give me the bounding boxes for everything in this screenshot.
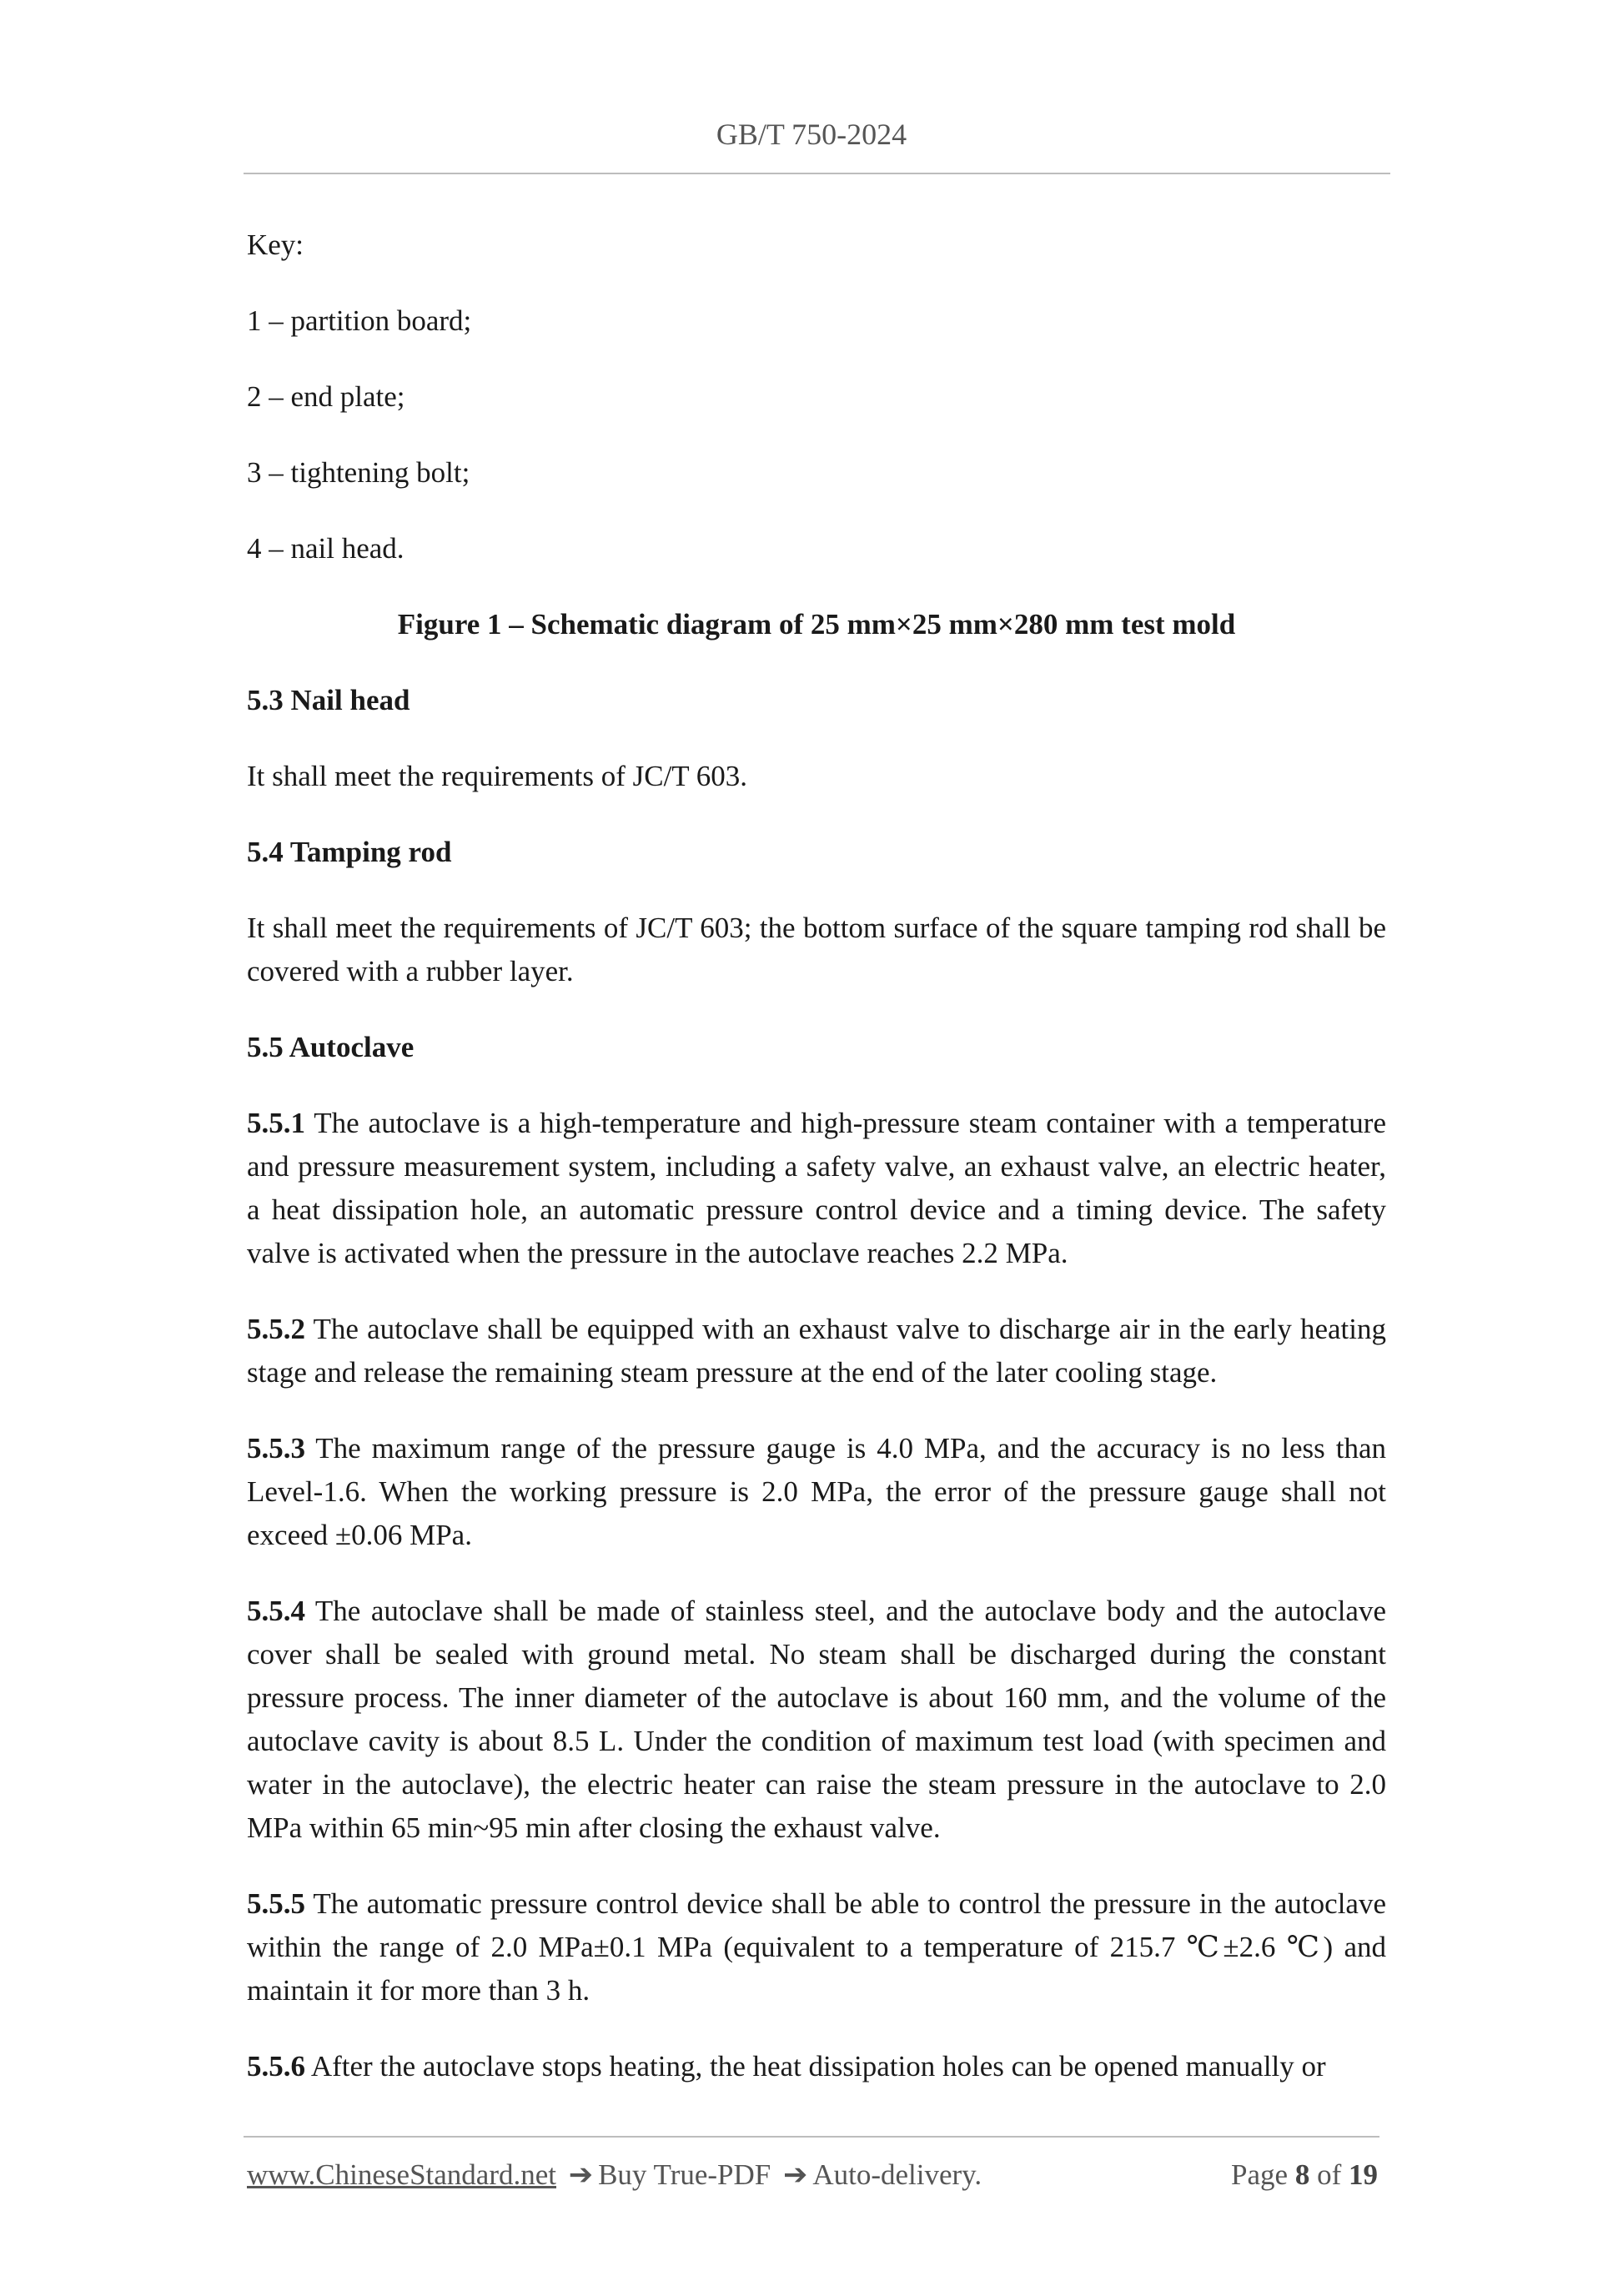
- section-heading-5-4: 5.4 Tamping rod: [247, 836, 452, 868]
- arrow-right-icon: ➔: [568, 2158, 594, 2191]
- clause-number: 5.5.3: [247, 1432, 305, 1465]
- key-item-3: 3 – tightening bolt;: [247, 456, 470, 489]
- page-label: Page: [1231, 2158, 1289, 2191]
- arrow-right-icon: ➔: [783, 2158, 808, 2191]
- section-text-5-3: It shall meet the requirements of JC/T 603.: [247, 760, 748, 792]
- clause-text: The autoclave is a high-temperature and high-pressure steam container with a temperature and pressure measurement system, including a safety valve, an exhaust valve, an electric heater, a heat dissipation hole, an automatic pressure control device and a timing device. The safety valve is activated when the pressure in the autoclave reaches 2.2 MPa.: [247, 1107, 1386, 1269]
- key-item-4: 4 – nail head.: [247, 532, 404, 565]
- website-link[interactable]: www.ChineseStandard.net: [247, 2158, 556, 2191]
- clause-number: 5.5.6: [247, 2050, 305, 2082]
- clause-5-5-6: [247, 2045, 1386, 2088]
- clause-text: The maximum range of the pressure gauge is 4.0 MPa, and the accuracy is no less than Level-1.6. When the working pressure is 2.0 MPa, the error of the pressure gauge shall not exceed ±0.06 MPa.: [247, 1432, 1386, 1551]
- footer-left: [247, 2158, 982, 2192]
- section-text-5-4: It shall meet the requirements of JC/T 603; the bottom surface of the square tamping rod shall be covered with a rubber layer.: [247, 912, 1386, 987]
- footer-divider: [244, 2136, 1379, 2138]
- header-divider: [244, 173, 1390, 174]
- key-item-2: 2 – end plate;: [247, 380, 405, 413]
- clause-5-5-1: [247, 1102, 1386, 1275]
- current-page: 8: [1294, 2158, 1310, 2191]
- clause-text: The automatic pressure control device shall be able to control the pressure in the autoclave within the range of 2.0 MPa±0.1 MPa (equivalent to a temperature of 215.7 ℃±2.6 ℃) and maintain it for more than 3 h.: [247, 1887, 1386, 2007]
- buy-true-pdf-text: Buy True-PDF: [598, 2158, 771, 2191]
- clause-number: 5.5.2: [247, 1313, 305, 1345]
- clause-text: After the autoclave stops heating, the heat dissipation holes can be opened manually or: [310, 2050, 1326, 2082]
- clause-5-5-4: [247, 1590, 1386, 1850]
- clause-5-5-3: [247, 1427, 1386, 1557]
- auto-delivery-text: Auto-delivery.: [812, 2158, 982, 2191]
- clause-number: 5.5.4: [247, 1595, 305, 1627]
- clause-5-5-5: [247, 1882, 1386, 2012]
- page-header-title: GB/T 750-2024: [716, 118, 907, 151]
- total-pages: 19: [1349, 2158, 1378, 2191]
- clause-number: 5.5.5: [247, 1887, 305, 1920]
- of-label: of: [1317, 2158, 1342, 2191]
- key-title: Key:: [247, 229, 304, 261]
- section-heading-5-5: 5.5 Autoclave: [247, 1031, 415, 1063]
- clause-5-5-2: [247, 1308, 1386, 1394]
- clause-text: The autoclave shall be made of stainless steel, and the autoclave body and the autoclave cover shall be sealed with ground metal. No steam shall be discharged during the constant pressure process. The inner diameter of the autoclave is about 160 mm, and the volume of the autoclave cavity is about 8.5 L. Under the condition of maximum test load (with specimen and water in the autoclave), the electric heater can raise the steam pressure in the autoclave to 2.0 MPa within 65 min~95 min after closing the exhaust valve.: [247, 1595, 1386, 1844]
- clause-number: 5.5.1: [247, 1107, 305, 1139]
- section-heading-5-3: 5.3 Nail head: [247, 684, 410, 716]
- page-number: [1231, 2158, 1378, 2192]
- document-body: [247, 224, 1386, 2121]
- key-item-1: 1 – partition board;: [247, 304, 472, 337]
- figure-caption: Figure 1 – Schematic diagram of 25 mm×25 mm×280 mm test mold: [397, 608, 1236, 641]
- clause-text: The autoclave shall be equipped with an exhaust valve to discharge air in the early heating stage and release the remaining steam pressure at the end of the later cooling stage.: [247, 1313, 1386, 1389]
